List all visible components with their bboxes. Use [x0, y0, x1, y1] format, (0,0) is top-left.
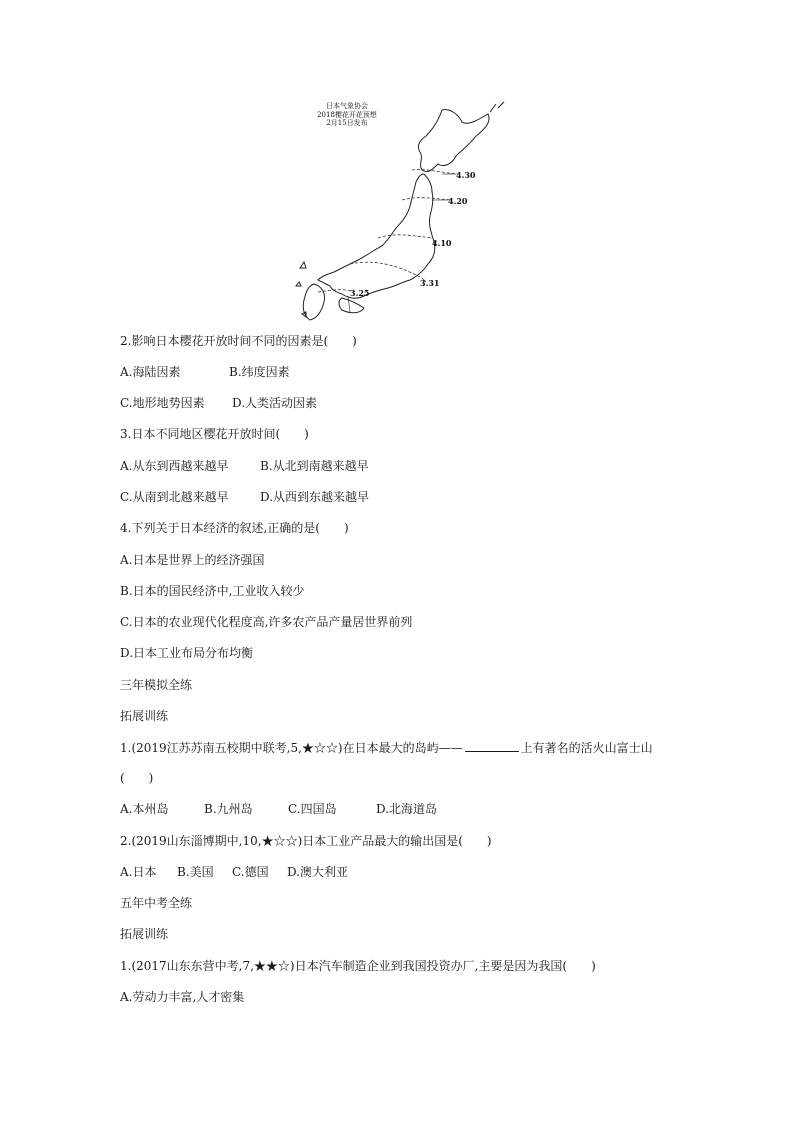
- option: C.地形地势因素: [120, 396, 205, 410]
- question-3-stem: 3.日本不同地区樱花开放时间( ): [120, 427, 309, 441]
- option: C.德国: [232, 865, 269, 879]
- section1-question-1-stem: [120, 739, 653, 756]
- question-3-options-row-1: [120, 458, 369, 474]
- stem-part: 1.(2019江苏苏南五校期中联考,5,★☆☆)在日本最大的岛屿——: [120, 741, 463, 755]
- isoline-label-4-30: 4.30: [456, 170, 476, 180]
- isoline-4-10: [378, 235, 432, 238]
- question-2-stem: 2.影响日本樱花开放时间不同的因素是( ): [120, 334, 357, 348]
- isoline-label-3-31: 3.31: [420, 278, 440, 288]
- isoline-4-20: [402, 198, 452, 200]
- option: B.九州岛: [204, 802, 253, 816]
- map-title: [292, 102, 402, 128]
- section-subtitle: 拓展训练: [120, 927, 169, 941]
- section-title-five-year: 五年中考全练: [120, 896, 193, 910]
- option: A.本州岛: [120, 802, 169, 816]
- isoline-label-3-25: 3.25: [350, 288, 370, 298]
- map-title-line-2: 2018樱花开花预想: [317, 110, 377, 119]
- section1-question-1-options: [120, 801, 437, 817]
- answer-blank: [465, 739, 519, 752]
- map-title-line-1: 日本气象协会: [326, 102, 368, 110]
- isoline-4-30: [412, 169, 458, 174]
- section1-question-1-paren: ( ): [120, 771, 154, 785]
- option: A.从东到西越来越早: [120, 459, 229, 473]
- option: D.从西到东越来越早: [260, 490, 370, 504]
- option: B.纬度因素: [229, 365, 290, 379]
- question-4-option-a: A.日本是世界上的经济强国: [120, 553, 265, 567]
- option: D.人类活动因素: [232, 396, 318, 410]
- map-title-line-3: 2月15日发布: [326, 119, 368, 127]
- japan-sakura-map: [292, 100, 512, 328]
- isoline-3-31: [350, 262, 422, 278]
- question-4-option-c: C.日本的农业现代化程度高,许多农产品产量居世界前列: [120, 615, 413, 629]
- section2-question-1-stem: 1.(2017山东东营中考,7,★★☆)日本汽车制造企业到我国投资办厂,主要是因为我国( ): [120, 959, 596, 973]
- isoline-label-4-10: 4.10: [432, 238, 452, 248]
- question-4-option-d: D.日本工业布局分布均衡: [120, 646, 254, 660]
- question-3-options-row-2: [120, 489, 369, 505]
- question-2-options-row-1: [120, 364, 290, 380]
- shikoku-outline: [339, 298, 364, 313]
- section-title-three-year: 三年模拟全练: [120, 678, 193, 692]
- option: A.海陆因素: [120, 365, 181, 379]
- section1-question-2-stem: 2.(2019山东淄博期中,10,★☆☆)日本工业产品最大的输出国是( ): [120, 834, 492, 848]
- section2-question-1-option-a: A.劳动力丰富,人才密集: [120, 990, 245, 1004]
- section1-question-2-options: [120, 864, 348, 880]
- isoline-label-4-20: 4.20: [448, 196, 468, 206]
- option: D.北海道岛: [376, 802, 438, 816]
- question-4-stem: 4.下列关于日本经济的叙述,正确的是( ): [120, 521, 349, 535]
- hokkaido-outline: [418, 110, 489, 172]
- option: C.从南到北越来越早: [120, 490, 229, 504]
- question-2-options-row-2: [120, 395, 317, 411]
- option: B.从北到南越来越早: [260, 459, 369, 473]
- option: D.澳大利亚: [287, 865, 349, 879]
- japan-map-drawing: [292, 100, 512, 328]
- option: B.美国: [177, 865, 214, 879]
- option: A.日本: [120, 865, 157, 879]
- option: C.四国岛: [288, 802, 337, 816]
- section-subtitle: 拓展训练: [120, 709, 169, 723]
- honshu-outline: [318, 174, 435, 298]
- stem-part: 上有著名的活火山富士山: [520, 741, 653, 755]
- question-4-option-b: B.日本的国民经济中,工业收入较少: [120, 584, 305, 598]
